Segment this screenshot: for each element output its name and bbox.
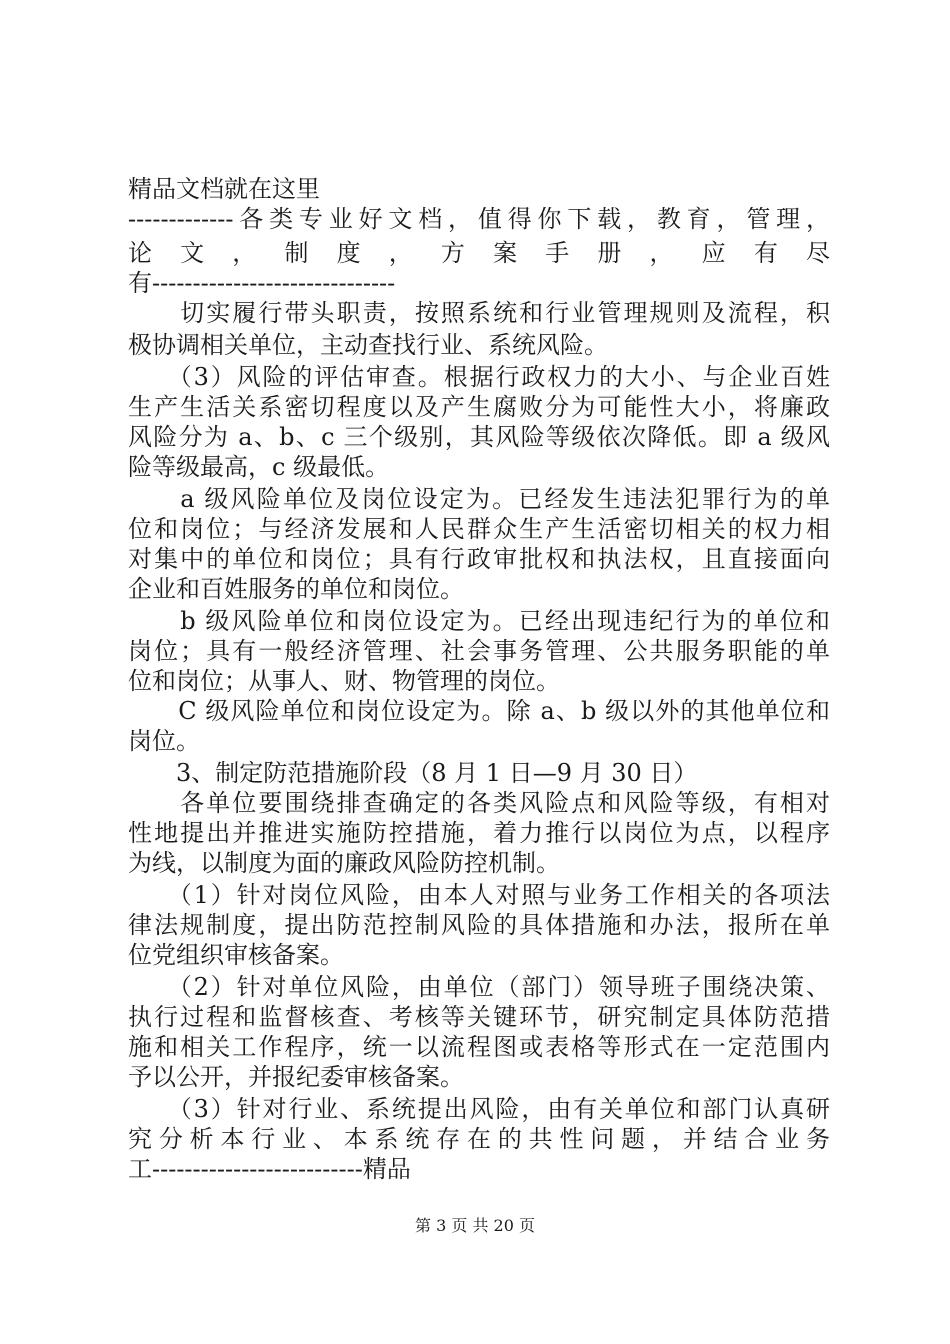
body-line: （3）风险的评估审查。根据行政权力的大小、与企业百姓 — [128, 363, 830, 391]
header-tagline-line-1: -------------各类专业好文档，值得你下载，教育，管理， — [128, 205, 830, 233]
body-line: 位和岗位；从事人、财、物管理的岗位。 — [128, 667, 560, 695]
body-line: 对集中的单位和岗位；具有行政审批权和执法权，且直接面向 — [128, 545, 830, 573]
body-line: 各单位要围绕排查确定的各类风险点和风险等级，有相对 — [128, 789, 830, 817]
body-line: 予以公开，并报纪委审核备案。 — [128, 1063, 464, 1091]
body-line: 岗位；具有一般经济管理、社会事务管理、公共服务职能的单 — [128, 637, 830, 665]
body-line: （3）针对行业、系统提出风险，由有关单位和部门认真研 — [128, 1095, 830, 1123]
body-line: 工--------------------------精品 — [128, 1155, 411, 1183]
body-line: 性地提出并推进实施防控措施，着力推行以岗位为点，以程序 — [128, 819, 830, 847]
body-line: 位党组织审核备案。 — [128, 941, 344, 969]
body-line: 极协调相关单位，主动查找行业、系统风险。 — [128, 331, 608, 359]
body-line: b 级风险单位和岗位设定为。已经出现违纪行为的单位和 — [128, 607, 830, 635]
body-line: 律法规制度，提出防范控制风险的具体措施和办法，报所在单 — [128, 911, 830, 939]
body-line: C 级风险单位和岗位设定为。除 a、b 级以外的其他单位和 — [128, 697, 830, 725]
body-line: （1）针对岗位风险，由本人对照与业务工作相关的各项法 — [128, 881, 830, 909]
body-line: 位和岗位；与经济发展和人民群众生产生活密切相关的权力相 — [128, 515, 830, 543]
body-line: 为线，以制度为面的廉政风险防控机制。 — [128, 849, 560, 877]
body-line: 岗位。 — [128, 727, 200, 755]
header-title: 精品文档就在这里 — [128, 175, 320, 203]
body-line: 执行过程和监督核查、考核等关键环节，研究制定具体防范措 — [128, 1003, 830, 1031]
body-line: 风险分为 a、b、c 三个级别，其风险等级依次降低。即 a 级风 — [128, 423, 830, 451]
body-line: 究分析本行业、本系统存在的共性问题，并结合业务 — [128, 1125, 830, 1153]
body-line: 险等级最高，c 级最低。 — [128, 453, 390, 481]
header-tagline-line-3: 有------------------------------ — [128, 269, 396, 297]
body-line: 生产生活关系密切程度以及产生腐败分为可能性大小，将廉政 — [128, 393, 830, 421]
body-line: （2）针对单位风险，由单位（部门）领导班子围绕决策、 — [128, 973, 830, 1001]
body-line: 切实履行带头职责，按照系统和行业管理规则及流程，积 — [128, 299, 830, 327]
body-line: a 级风险单位及岗位设定为。已经发生违法犯罪行为的单 — [128, 485, 830, 513]
page-number-footer: 第 3 页 共 20 页 — [415, 1216, 535, 1235]
section-heading: 3、制定防范措施阶段（8 月 1 日—9 月 30 日） — [128, 759, 698, 787]
body-line: 企业和百姓服务的单位和岗位。 — [128, 575, 464, 603]
header-tagline-line-2: 论 文 ， 制 度 ， 方 案 手 册 ， 应 有 尽 — [128, 239, 830, 267]
body-line: 施和相关工作程序，统一以流程图或表格等形式在一定范围内 — [128, 1033, 830, 1061]
